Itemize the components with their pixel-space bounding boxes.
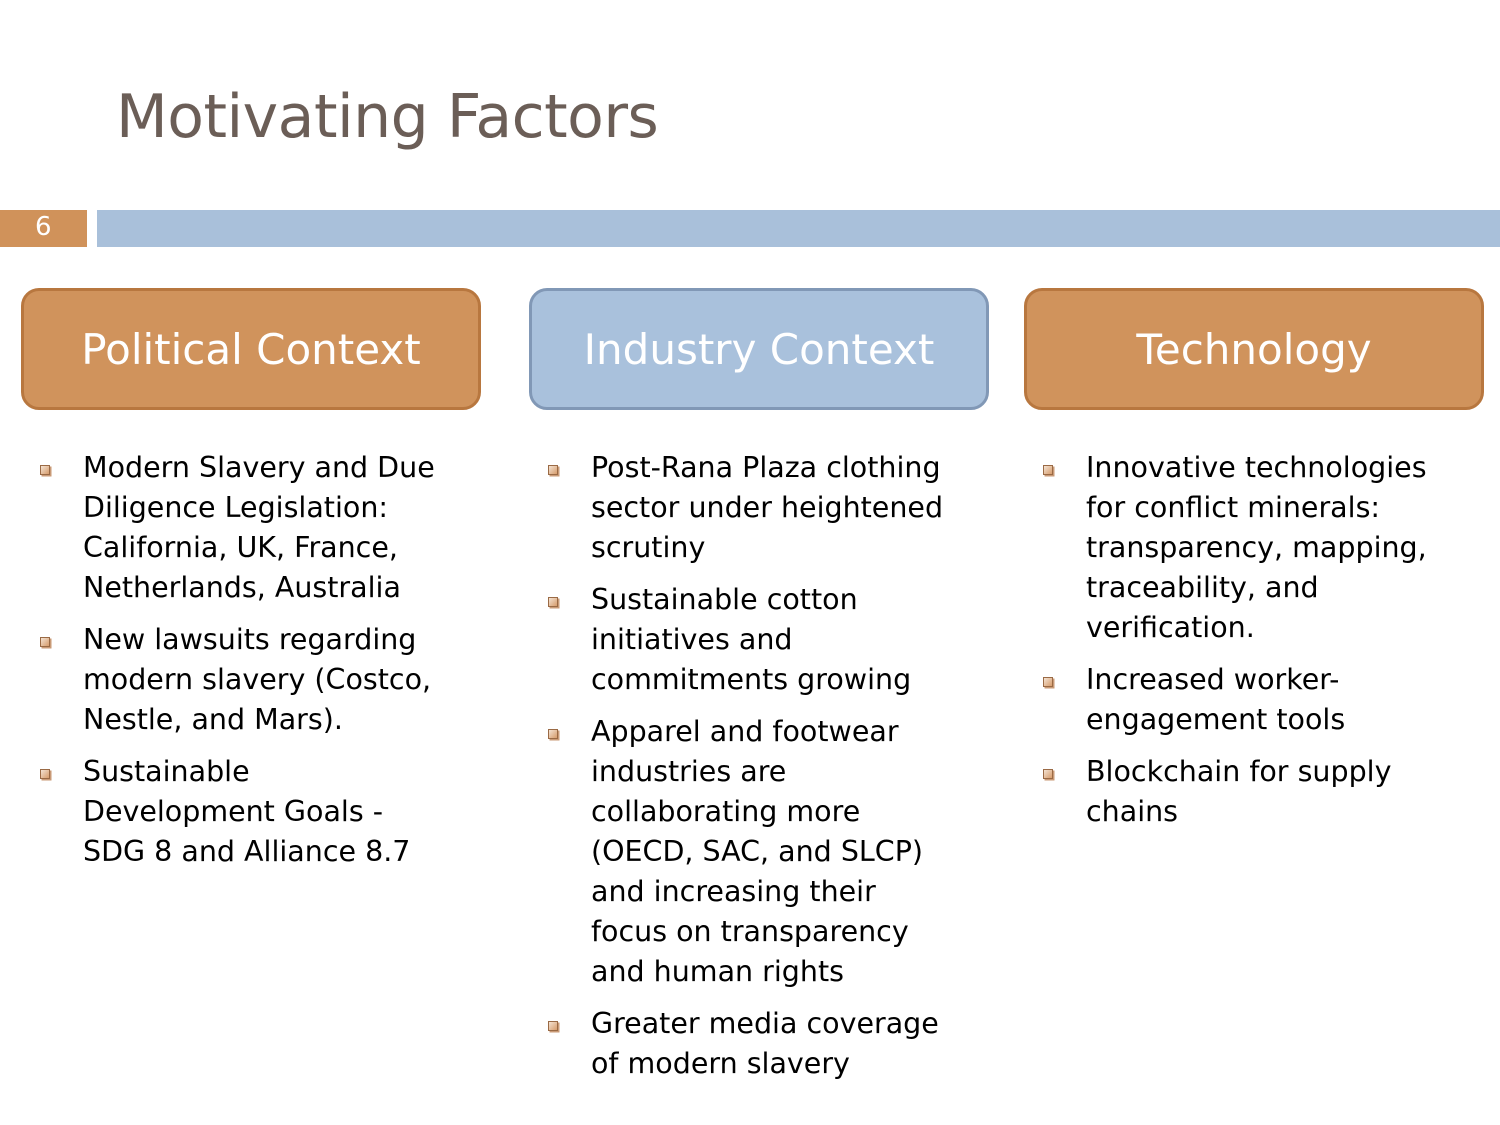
square-bullet-icon [40, 465, 50, 475]
square-bullet-icon [548, 1021, 558, 1031]
bullet-text: Apparel and footwear industries are collaborating more (OECD, SAC, and SLCP) and increasing their focus on transparency and human rights [591, 715, 924, 988]
list-item [529, 1004, 949, 1084]
list-item [21, 752, 441, 872]
slide-number: 6 [35, 212, 52, 242]
slide-title: Motivating Factors [116, 82, 659, 152]
political-context-header-label: Political Context [81, 324, 421, 374]
slide-number-box [0, 210, 87, 247]
square-bullet-icon [1043, 465, 1053, 475]
bullet-text: Blockchain for supply chains [1086, 755, 1392, 828]
bullet-text: Innovative technologies for conflict minerals: transparency, mapping, traceability, and verification. [1086, 451, 1427, 644]
bullet-text: Modern Slavery and Due Diligence Legislation: California, UK, France, Netherlands, Australia [83, 451, 435, 604]
list-item [529, 712, 949, 992]
square-bullet-icon [40, 769, 50, 779]
industry-context-header-label: Industry Context [583, 324, 935, 374]
list-item [1024, 752, 1444, 832]
column-political-context [21, 288, 481, 868]
square-bullet-icon [1043, 677, 1053, 687]
political-context-header [21, 288, 481, 410]
list-item [21, 620, 441, 740]
bullet-text: Sustainable cotton initiatives and commitments growing [591, 583, 912, 696]
column-technology [1024, 288, 1484, 828]
bullet-text: Increased worker-engagement tools [1086, 663, 1346, 736]
list-item [1024, 660, 1444, 740]
bullet-text: New lawsuits regarding modern slavery (Costco, Nestle, and Mars). [83, 623, 432, 736]
square-bullet-icon [548, 729, 558, 739]
list-item [529, 580, 949, 700]
bullet-text: Post-Rana Plaza clothing sector under heightened scrutiny [591, 451, 944, 564]
list-item [1024, 448, 1444, 648]
list-item [529, 448, 949, 568]
technology-header [1024, 288, 1484, 410]
bullet-text: Sustainable Development Goals - SDG 8 and Alliance 8.7 [83, 755, 411, 868]
technology-bullet-list [1024, 448, 1444, 844]
column-industry-context [529, 288, 989, 1080]
industry-context-header [529, 288, 989, 410]
political-context-bullet-list [21, 448, 441, 884]
square-bullet-icon [40, 637, 50, 647]
industry-context-bullet-list [529, 448, 949, 1096]
technology-header-label: Technology [1136, 324, 1372, 374]
list-item [21, 448, 441, 608]
square-bullet-icon [548, 465, 558, 475]
bullet-text: Greater media coverage of modern slavery [591, 1007, 939, 1080]
square-bullet-icon [1043, 769, 1053, 779]
title-divider-bar [97, 210, 1500, 247]
square-bullet-icon [548, 597, 558, 607]
